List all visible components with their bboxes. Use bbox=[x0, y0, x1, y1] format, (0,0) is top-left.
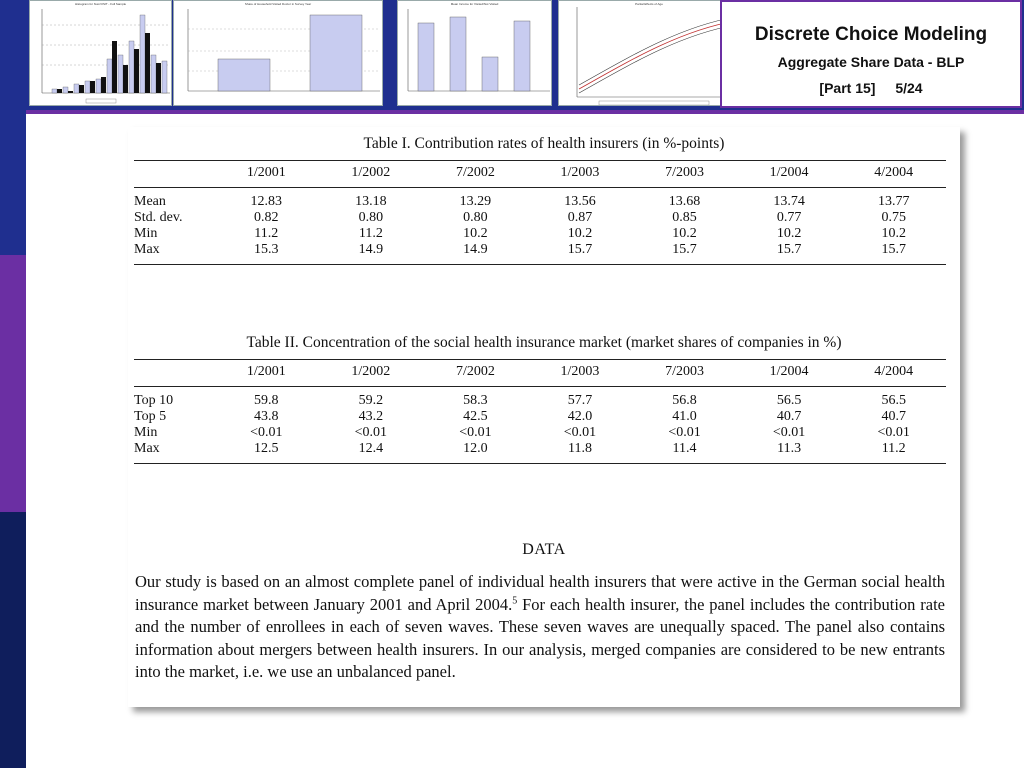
table-cell: 40.7 bbox=[881, 409, 906, 424]
table-cell: 10.2 bbox=[672, 226, 697, 241]
table-row bbox=[134, 441, 946, 464]
share-bars-figure bbox=[174, 1, 383, 106]
table-cell: 42.0 bbox=[567, 409, 593, 424]
table-cell: 57.7 bbox=[567, 393, 593, 408]
header-band bbox=[26, 0, 1024, 112]
table-header-cell: 4/2004 bbox=[841, 161, 946, 188]
accent-block-blue bbox=[0, 0, 26, 255]
table-header-cell: 7/2003 bbox=[632, 161, 737, 188]
table-cell: 11.2 bbox=[254, 226, 279, 241]
table-cell: 15.7 bbox=[632, 242, 737, 265]
row-label: Mean bbox=[134, 194, 166, 209]
paper-excerpt bbox=[128, 127, 960, 707]
slide-title-box bbox=[720, 0, 1022, 108]
thumbnail-partial-effects bbox=[558, 0, 740, 106]
table-header-cell: 1/2003 bbox=[528, 360, 633, 387]
table1-header-row bbox=[134, 161, 946, 188]
thumbnail-title: Histogram for NumVISIT - Full Sample bbox=[74, 2, 127, 6]
table-header-cell: 1/2001 bbox=[214, 360, 319, 387]
table-cell: 14.9 bbox=[319, 242, 424, 265]
thumbnail-title: Partial Effects of Age bbox=[635, 2, 663, 6]
table-cell: 56.5 bbox=[776, 393, 802, 408]
table-cell: <0.01 bbox=[877, 425, 910, 440]
table-row bbox=[134, 226, 946, 242]
thumbnail-histogram bbox=[29, 0, 172, 106]
table-cell: <0.01 bbox=[668, 425, 701, 440]
table-cell: 0.75 bbox=[881, 210, 906, 225]
part-label: [Part 15] bbox=[819, 80, 876, 96]
section-heading-data: DATA bbox=[522, 541, 566, 558]
table-cell: 10.2 bbox=[463, 226, 488, 241]
row-label: Top 10 bbox=[134, 393, 174, 408]
table2-market-concentration bbox=[134, 359, 946, 464]
table2-caption: Table II. Concentration of the social health insurance market (market shares of companies in %) bbox=[246, 334, 842, 351]
table-cell: 43.8 bbox=[254, 409, 279, 424]
table-header-cell: 1/2003 bbox=[528, 161, 633, 188]
table-header-cell: 1/2001 bbox=[214, 161, 319, 188]
table-cell: 13.29 bbox=[459, 194, 492, 209]
table-cell: 40.7 bbox=[776, 409, 802, 424]
row-label: Top 5 bbox=[134, 409, 167, 424]
table-row bbox=[134, 425, 946, 441]
row-label: Min bbox=[134, 226, 158, 241]
table-header-cell: 7/2003 bbox=[632, 360, 737, 387]
table-cell: 0.77 bbox=[776, 210, 802, 225]
table2-header-row bbox=[134, 360, 946, 387]
table-cell: 42.5 bbox=[463, 409, 488, 424]
table-header-cell: 1/2004 bbox=[737, 161, 842, 188]
table-header-cell: 7/2002 bbox=[423, 161, 528, 188]
table1-contribution-rates bbox=[134, 160, 946, 265]
table-cell: <0.01 bbox=[772, 425, 806, 440]
table-cell: 12.83 bbox=[250, 194, 283, 209]
histogram-figure bbox=[30, 1, 172, 106]
table-cell: 11.4 bbox=[632, 441, 737, 464]
table-cell: 0.80 bbox=[358, 210, 384, 225]
table-cell: 12.5 bbox=[214, 441, 319, 464]
income-bars-figure bbox=[398, 1, 552, 106]
slide-part-line bbox=[722, 80, 1020, 96]
table-header-cell: 1/2004 bbox=[737, 360, 842, 387]
paragraph-text-part1: Our study is based on an almost complete panel of individual health insurers that were active in the German social health insurance market between January 2001 and April 2004. bbox=[135, 572, 945, 614]
table-row bbox=[134, 387, 946, 410]
table-row bbox=[134, 242, 946, 265]
table-cell: <0.01 bbox=[354, 425, 388, 440]
table-cell: 11.8 bbox=[528, 441, 633, 464]
thumbnail-share-bars bbox=[173, 0, 383, 106]
row-label: Max bbox=[134, 441, 214, 464]
table-cell: 15.3 bbox=[214, 242, 319, 265]
table-cell: 0.82 bbox=[254, 210, 279, 225]
table-cell: 58.3 bbox=[463, 393, 488, 408]
paragraph-text-part2: For each health insurer, the panel includes the contribution rate and the number of enrollees in each of seven waves. These seven waves are unequally spaced. The panel also contains information about mergers between health insurers. In our analysis, merged companies are considered to be new entrants into the market, i.e. we use an unbalanced panel. bbox=[135, 594, 945, 681]
table-cell: 15.7 bbox=[737, 242, 842, 265]
table-cell: 41.0 bbox=[672, 409, 697, 424]
table-header-cell: 4/2004 bbox=[841, 360, 946, 387]
accent-block-navy bbox=[0, 512, 26, 768]
table-cell: 10.2 bbox=[881, 226, 906, 241]
table-cell: 0.87 bbox=[567, 210, 593, 225]
table1-caption: Table I. Contribution rates of health insurers (in %-points) bbox=[363, 135, 725, 152]
table-cell: 15.7 bbox=[841, 242, 946, 265]
thumbnail-title: Mean Income for Visited/Not Visited bbox=[450, 2, 499, 6]
table-cell: 12.4 bbox=[319, 441, 424, 464]
header-divider bbox=[26, 110, 1024, 114]
table-cell: <0.01 bbox=[563, 425, 597, 440]
table-header-cell: 1/2002 bbox=[319, 360, 424, 387]
table-cell: 13.68 bbox=[668, 194, 701, 209]
table-header-cell: 7/2002 bbox=[423, 360, 528, 387]
slide-title: Discrete Choice Modeling bbox=[754, 24, 988, 45]
table-cell: 10.2 bbox=[567, 226, 593, 241]
table-row bbox=[134, 188, 946, 211]
table-cell: <0.01 bbox=[250, 425, 283, 440]
table-cell: 13.18 bbox=[355, 194, 387, 209]
table-header-cell bbox=[134, 360, 214, 387]
table-cell: 12.0 bbox=[423, 441, 528, 464]
table-cell: 43.2 bbox=[358, 409, 384, 424]
slide-subtitle: Aggregate Share Data - BLP bbox=[777, 54, 965, 70]
table-cell: 10.2 bbox=[776, 226, 802, 241]
table-cell: 59.8 bbox=[254, 393, 279, 408]
table-row bbox=[134, 409, 946, 425]
table-row bbox=[134, 210, 946, 226]
table-cell: <0.01 bbox=[459, 425, 492, 440]
table-header-cell bbox=[134, 161, 214, 188]
table-cell: 11.2 bbox=[841, 441, 946, 464]
thumbnail-title: Share of Household Visited Doctor in Survey Year bbox=[244, 2, 312, 6]
row-label: Max bbox=[134, 242, 214, 265]
table-cell: 15.7 bbox=[528, 242, 633, 265]
table-cell: 0.80 bbox=[463, 210, 488, 225]
data-paragraph bbox=[135, 571, 945, 684]
left-accent-bar bbox=[0, 0, 26, 768]
table-cell: 0.85 bbox=[672, 210, 697, 225]
table-cell: 56.8 bbox=[672, 393, 697, 408]
accent-block-purple bbox=[0, 255, 26, 512]
table-cell: 13.77 bbox=[877, 194, 910, 209]
table-cell: 14.9 bbox=[423, 242, 528, 265]
table-cell: 13.74 bbox=[773, 194, 805, 209]
table-cell: 11.3 bbox=[737, 441, 842, 464]
footnote-marker: 5 bbox=[512, 595, 518, 606]
row-label: Min bbox=[134, 425, 158, 440]
table-cell: 11.2 bbox=[358, 226, 383, 241]
thumbnail-income-bars bbox=[397, 0, 552, 106]
table-cell: 56.5 bbox=[881, 393, 906, 408]
row-label: Std. dev. bbox=[134, 210, 183, 225]
table-cell: 59.2 bbox=[358, 393, 384, 408]
table-header-cell: 1/2002 bbox=[319, 161, 424, 188]
partial-effects-figure bbox=[559, 1, 740, 106]
table-cell: 13.56 bbox=[564, 194, 596, 209]
slide-number: 5/24 bbox=[895, 80, 923, 96]
